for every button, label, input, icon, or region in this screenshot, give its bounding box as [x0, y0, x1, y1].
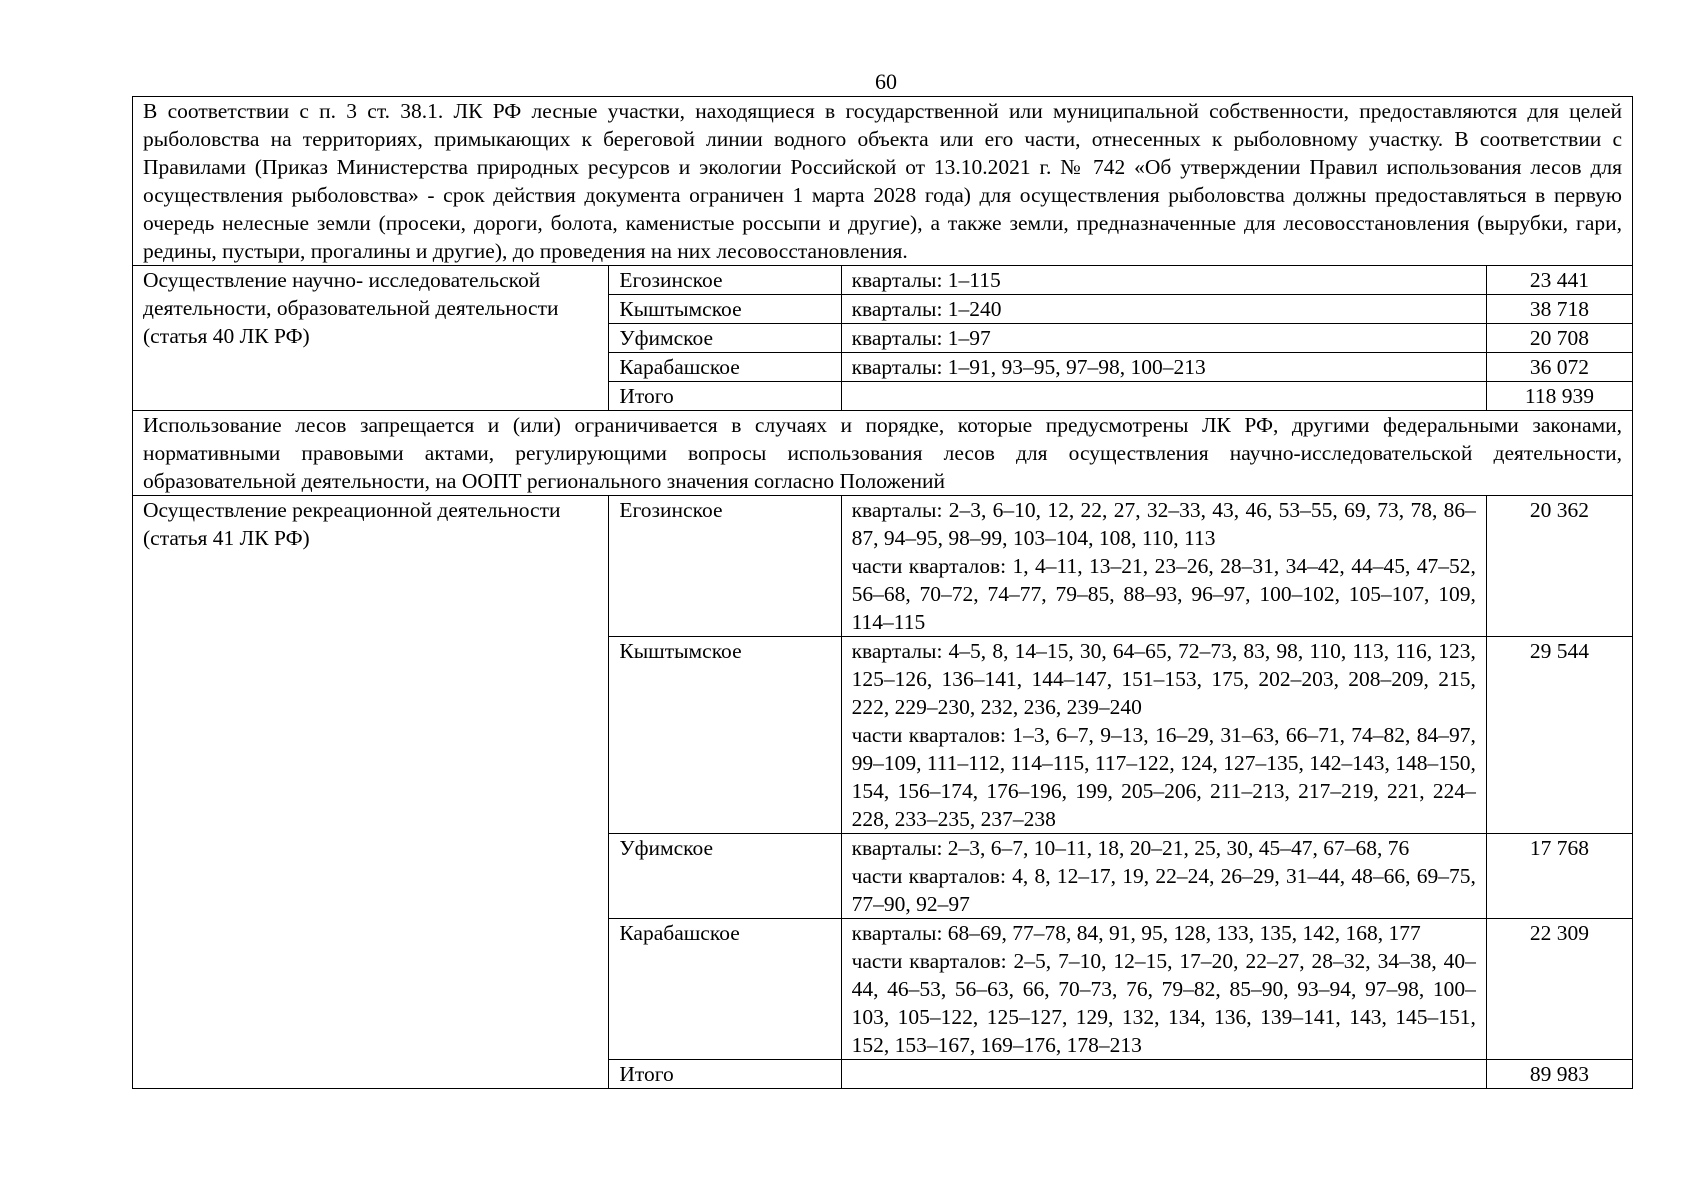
blocks-cell — [841, 834, 1486, 919]
blocks-cell — [841, 919, 1486, 1060]
blocks-cell: кварталы: 1–91, 93–95, 97–98, 100–213 — [841, 353, 1486, 382]
area-value: 17 768 — [1486, 834, 1632, 919]
forestry-name: Уфимское — [609, 834, 841, 919]
area-value: 23 441 — [1486, 266, 1632, 295]
forestry-name: Кыштымское — [609, 295, 841, 324]
forestry-name: Егозинское — [609, 266, 841, 295]
blocks-cell: кварталы: 1–115 — [841, 266, 1486, 295]
area-value: 22 309 — [1486, 919, 1632, 1060]
forest-use-table — [132, 96, 1633, 1089]
partial-blocks-text: части кварталов: 1, 4–11, 13–21, 23–26, 28–31, 34–42, 44–45, 47–52, 56–68, 70–72, 74–77, 79–85, 88–93, 96–97, 100–102, 105–107, 109, 114–115 — [851, 554, 1476, 634]
partial-blocks-text: части кварталов: 4, 8, 12–17, 19, 22–24, 26–29, 31–44, 48–66, 69–75, 77–90, 92–97 — [851, 864, 1476, 916]
area-value: 36 072 — [1486, 353, 1632, 382]
table-row — [133, 496, 1633, 637]
forestry-name: Кыштымское — [609, 637, 841, 834]
blocks-cell: кварталы: 1–97 — [841, 324, 1486, 353]
total-area-value: 118 939 — [1486, 382, 1632, 411]
full-blocks-text: кварталы: 68–69, 77–78, 84, 91, 95, 128, 133, 135, 142, 168, 177 — [851, 921, 1421, 945]
table-row — [133, 266, 1633, 295]
page-number: 60 — [875, 69, 897, 94]
science-activity-title: Осуществление научно- исследовательской деятельности, образовательной деятельности (статья 40 ЛК РФ) — [133, 266, 609, 411]
area-value: 20 708 — [1486, 324, 1632, 353]
area-value: 20 362 — [1486, 496, 1632, 637]
note-fishing-text: В соответствии с п. 3 ст. 38.1. ЛК РФ лесные участки, находящиеся в государственной или муниципальной собственности, предоставляются для целей рыболовства на территориях, примыкающих к береговой линии водного объекта или его части, отнесенных к рыболовному участку. В соответствии с Правилами (Приказ Министерства природных ресурсов и экологии Российской от 13.10.2021 г. № 742 «Об утверждении Правил использования лесов для осуществления рыболовства» - срок действия документа ограничен 1 марта 2028 года) для осуществления рыболовства должны предоставляться в первую очередь нелесные земли (просеки, дороги, болота, каменистые россыпи и другие), а также земли, предназначенные для лесовосстановления (вырубки, гари, редины, пустыри, прогалины и другие), до проведения на них лесовосстановления. — [133, 97, 1633, 266]
partial-blocks-text: части кварталов: 1–3, 6–7, 9–13, 16–29, 31–63, 66–71, 74–82, 84–97, 99–109, 111–112, 114–115, 117–122, 124, 127–135, 142–143, 148–150, 154, 156–174, 176–196, 199, 205–206, 211–213, 217–219, 221, 224–228, 233–235, 237–238 — [851, 723, 1476, 831]
full-blocks-text: кварталы: 2–3, 6–10, 12, 22, 27, 32–33, 43, 46, 53–55, 69, 73, 78, 86–87, 94–95, 98–99, 103–104, 108, 110, 113 — [851, 498, 1476, 550]
full-blocks-text: кварталы: 2–3, 6–7, 10–11, 18, 20–21, 25, 30, 45–47, 67–68, 76 — [851, 836, 1410, 860]
blocks-cell — [841, 496, 1486, 637]
note-science-text: Использование лесов запрещается и (или) ограничивается в случаях и порядке, которые предусмотрены ЛК РФ, другими федеральными законами, нормативными правовыми актами, регулирующими вопросы использования лесов для осуществления научно-исследовательской деятельности, образовательной деятельности, на ООПТ регионального значения согласно Положений — [133, 411, 1633, 496]
blocks-cell-empty — [841, 1060, 1486, 1089]
note-row-science — [133, 411, 1633, 496]
recreation-activity-title: Осуществление рекреационной деятельности (статья 41 ЛК РФ) — [133, 496, 609, 1089]
forestry-name: Егозинское — [609, 496, 841, 637]
area-value: 38 718 — [1486, 295, 1632, 324]
forestry-name: Карабашское — [609, 353, 841, 382]
partial-blocks-text: части кварталов: 2–5, 7–10, 12–15, 17–20, 22–27, 28–32, 34–38, 40–44, 46–53, 56–63, 66, 70–73, 76, 79–82, 85–90, 93–94, 97–98, 100–103, 105–122, 125–127, 129, 132, 134, 136, 139–141, 143, 145–151, 152, 153–167, 169–176, 178–213 — [851, 949, 1476, 1057]
blocks-cell: кварталы: 1–240 — [841, 295, 1486, 324]
total-label: Итого — [609, 382, 841, 411]
total-area-value: 89 983 — [1486, 1060, 1632, 1089]
blocks-cell — [841, 637, 1486, 834]
note-row-fishing — [133, 97, 1633, 266]
forestry-name: Карабашское — [609, 919, 841, 1060]
full-blocks-text: кварталы: 4–5, 8, 14–15, 30, 64–65, 72–73, 83, 98, 110, 113, 116, 123, 125–126, 136–141, 144–147, 151–153, 175, 202–203, 208–209, 215, 222, 229–230, 232, 236, 239–240 — [851, 639, 1476, 719]
blocks-cell-empty — [841, 382, 1486, 411]
forestry-name: Уфимское — [609, 324, 841, 353]
total-label: Итого — [609, 1060, 841, 1089]
area-value: 29 544 — [1486, 637, 1632, 834]
